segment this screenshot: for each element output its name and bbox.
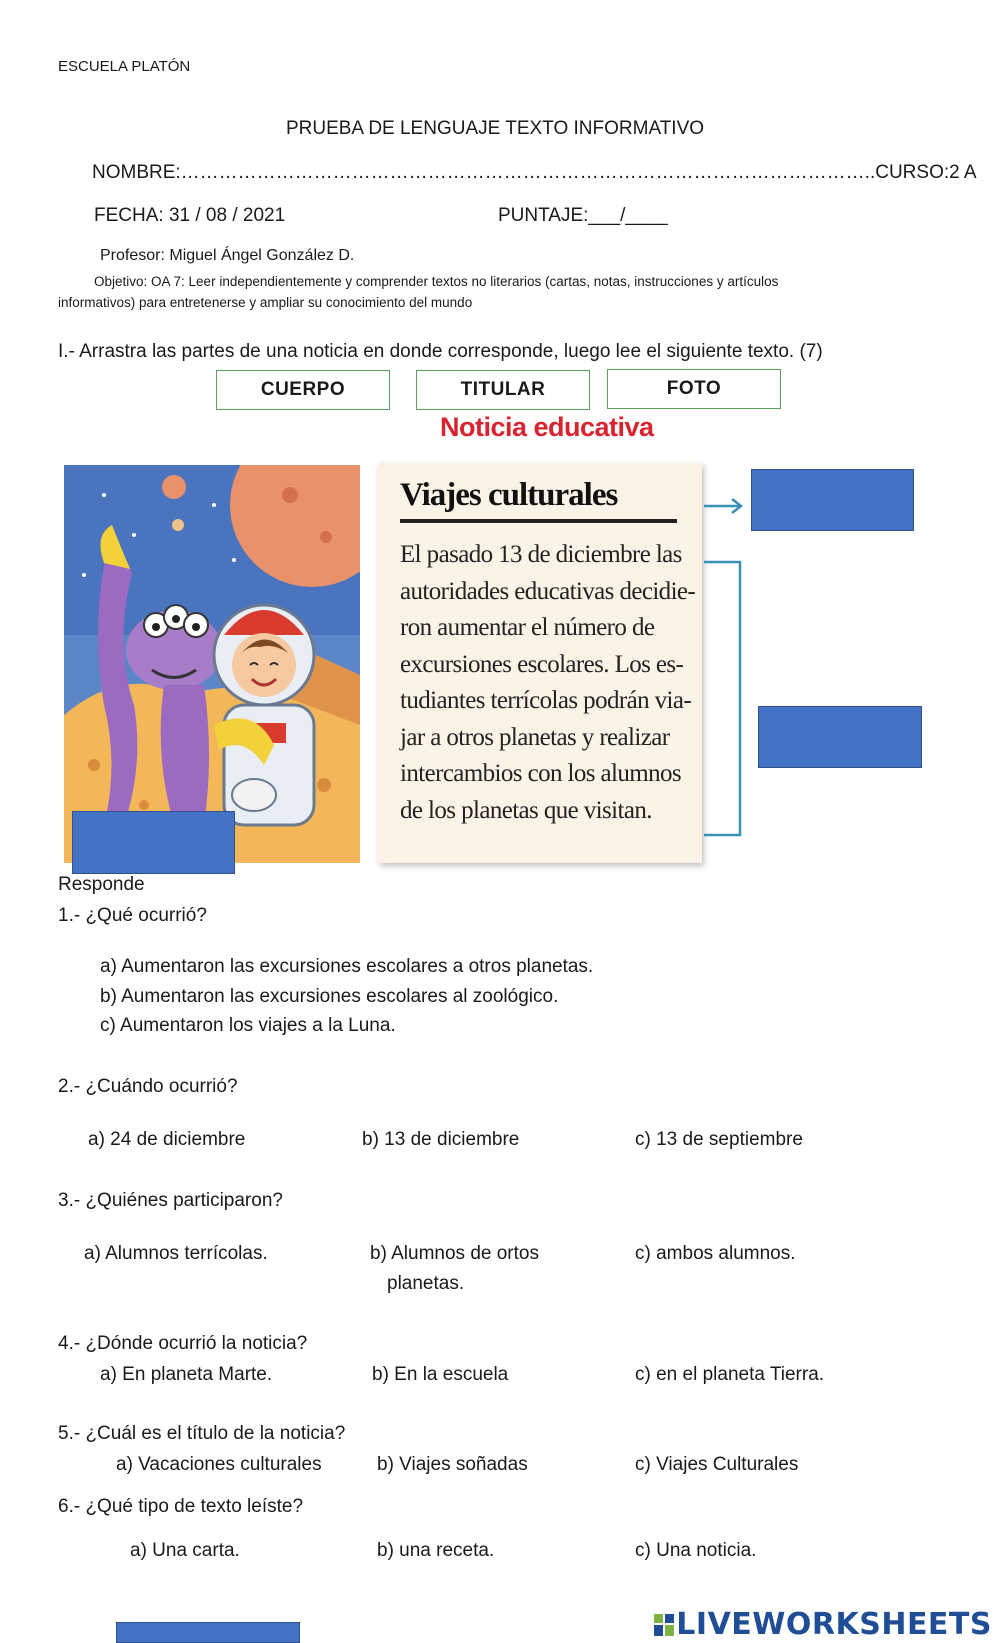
article-line: El pasado 13 de diciembre las bbox=[400, 541, 682, 568]
question-2: 2.- ¿Cuándo ocurrió? bbox=[58, 1076, 238, 1097]
q5-option-a[interactable]: a) Vacaciones culturales bbox=[116, 1454, 322, 1475]
article-line: intercambios con los alumnos bbox=[400, 760, 682, 787]
drop-zone-photo[interactable] bbox=[72, 811, 235, 874]
q5-option-c[interactable]: c) Viajes Culturales bbox=[635, 1454, 799, 1475]
q2-option-c[interactable]: c) 13 de septiembre bbox=[635, 1129, 803, 1150]
q4-option-c[interactable]: c) en el planeta Tierra. bbox=[635, 1364, 825, 1385]
astronaut-alien-illustration bbox=[64, 465, 360, 863]
article-title: Viajes culturales bbox=[400, 477, 618, 513]
q3-option-b[interactable]: b) Alumnos de ortos bbox=[370, 1243, 539, 1264]
date-line: FECHA: 31 / 08 / 2021 bbox=[94, 205, 286, 226]
q3-option-b-continued[interactable]: planetas. bbox=[387, 1273, 465, 1294]
article-body bbox=[400, 537, 696, 829]
logo-text: LIVEWORKSHEETS bbox=[676, 1607, 992, 1642]
article-line: de los planetas que visitan. bbox=[400, 796, 652, 824]
body-bracket bbox=[704, 562, 740, 835]
q2-option-b[interactable]: b) 13 de diciembre bbox=[362, 1129, 520, 1150]
indicator-lines bbox=[700, 490, 750, 840]
q4-option-b[interactable]: b) En la escuela bbox=[372, 1364, 509, 1385]
q6-option-a[interactable]: a) Una carta. bbox=[130, 1540, 240, 1561]
page-title: PRUEBA DE LENGUAJE TEXTO INFORMATIVO bbox=[285, 118, 705, 139]
respond-heading: Responde bbox=[58, 874, 145, 895]
news-article bbox=[378, 463, 702, 863]
article-line: excursiones escolares. Los es- bbox=[400, 650, 684, 678]
drag-item-titular[interactable]: TITULAR bbox=[416, 370, 590, 410]
q1-option-b[interactable]: b) Aumentaron las excursiones escolares al zoológico. bbox=[100, 986, 559, 1007]
q3-option-c[interactable]: c) ambos alumnos. bbox=[635, 1243, 796, 1264]
drag-instruction: I.- Arrastra las partes de una noticia en donde corresponde, luego lee el siguiente texto. (7) bbox=[58, 341, 823, 362]
teacher-name: Profesor: Miguel Ángel González D. bbox=[100, 247, 355, 264]
score-line: PUNTAJE:___/____ bbox=[498, 205, 668, 226]
news-photo bbox=[64, 465, 360, 863]
answer-box[interactable] bbox=[116, 1622, 300, 1643]
question-4: 4.- ¿Dónde ocurrió la noticia? bbox=[58, 1333, 308, 1354]
question-3: 3.- ¿Quiénes participaron? bbox=[58, 1190, 283, 1211]
q4-option-a[interactable]: a) En planeta Marte. bbox=[100, 1364, 273, 1385]
liveworksheets-logo bbox=[654, 1607, 992, 1642]
question-5: 5.- ¿Cuál es el título de la noticia? bbox=[58, 1423, 346, 1444]
school-name: ESCUELA PLATÓN bbox=[58, 58, 191, 75]
article-line: ron aumentar el número de bbox=[400, 614, 655, 641]
question-1: 1.- ¿Qué ocurrió? bbox=[58, 905, 207, 926]
worksheet-icon bbox=[654, 1614, 674, 1636]
article-line: tudiantes terrícolas podrán via- bbox=[400, 687, 692, 714]
drop-zone-headline[interactable] bbox=[751, 469, 914, 531]
question-6: 6.- ¿Qué tipo de texto leíste? bbox=[58, 1496, 304, 1517]
article-line: jar a otros planetas y realizar bbox=[400, 723, 670, 751]
q2-option-a[interactable]: a) 24 de diciembre bbox=[88, 1129, 246, 1150]
news-section-heading: Noticia educativa bbox=[440, 412, 654, 442]
drag-item-cuerpo[interactable]: CUERPO bbox=[216, 370, 390, 410]
article-divider bbox=[400, 519, 677, 523]
objective-line-1: Objetivo: OA 7: Leer independientemente y comprender textos no literarios (cartas, notas, instrucciones y artículos bbox=[94, 274, 779, 289]
q1-option-c[interactable]: c) Aumentaron los viajes a la Luna. bbox=[100, 1015, 396, 1036]
objective-line-2: informativos) para entretenerse y ampliar su conocimiento del mundo bbox=[58, 295, 473, 310]
q3-option-a[interactable]: a) Alumnos terrícolas. bbox=[84, 1243, 268, 1264]
q6-option-c[interactable]: c) Una noticia. bbox=[635, 1540, 757, 1561]
article-line: autoridades educativas decidie- bbox=[400, 577, 696, 605]
q6-option-b[interactable]: b) una receta. bbox=[377, 1540, 495, 1561]
drop-zone-body[interactable] bbox=[758, 706, 922, 768]
name-course-line: NOMBRE:………………………………………………………………………………………………..CURSO:2 A bbox=[92, 162, 977, 183]
q1-option-a[interactable]: a) Aumentaron las excursiones escolares a otros planetas. bbox=[100, 956, 594, 977]
q5-option-b[interactable]: b) Viajes soñadas bbox=[377, 1454, 528, 1475]
drag-item-foto[interactable]: FOTO bbox=[607, 369, 781, 409]
